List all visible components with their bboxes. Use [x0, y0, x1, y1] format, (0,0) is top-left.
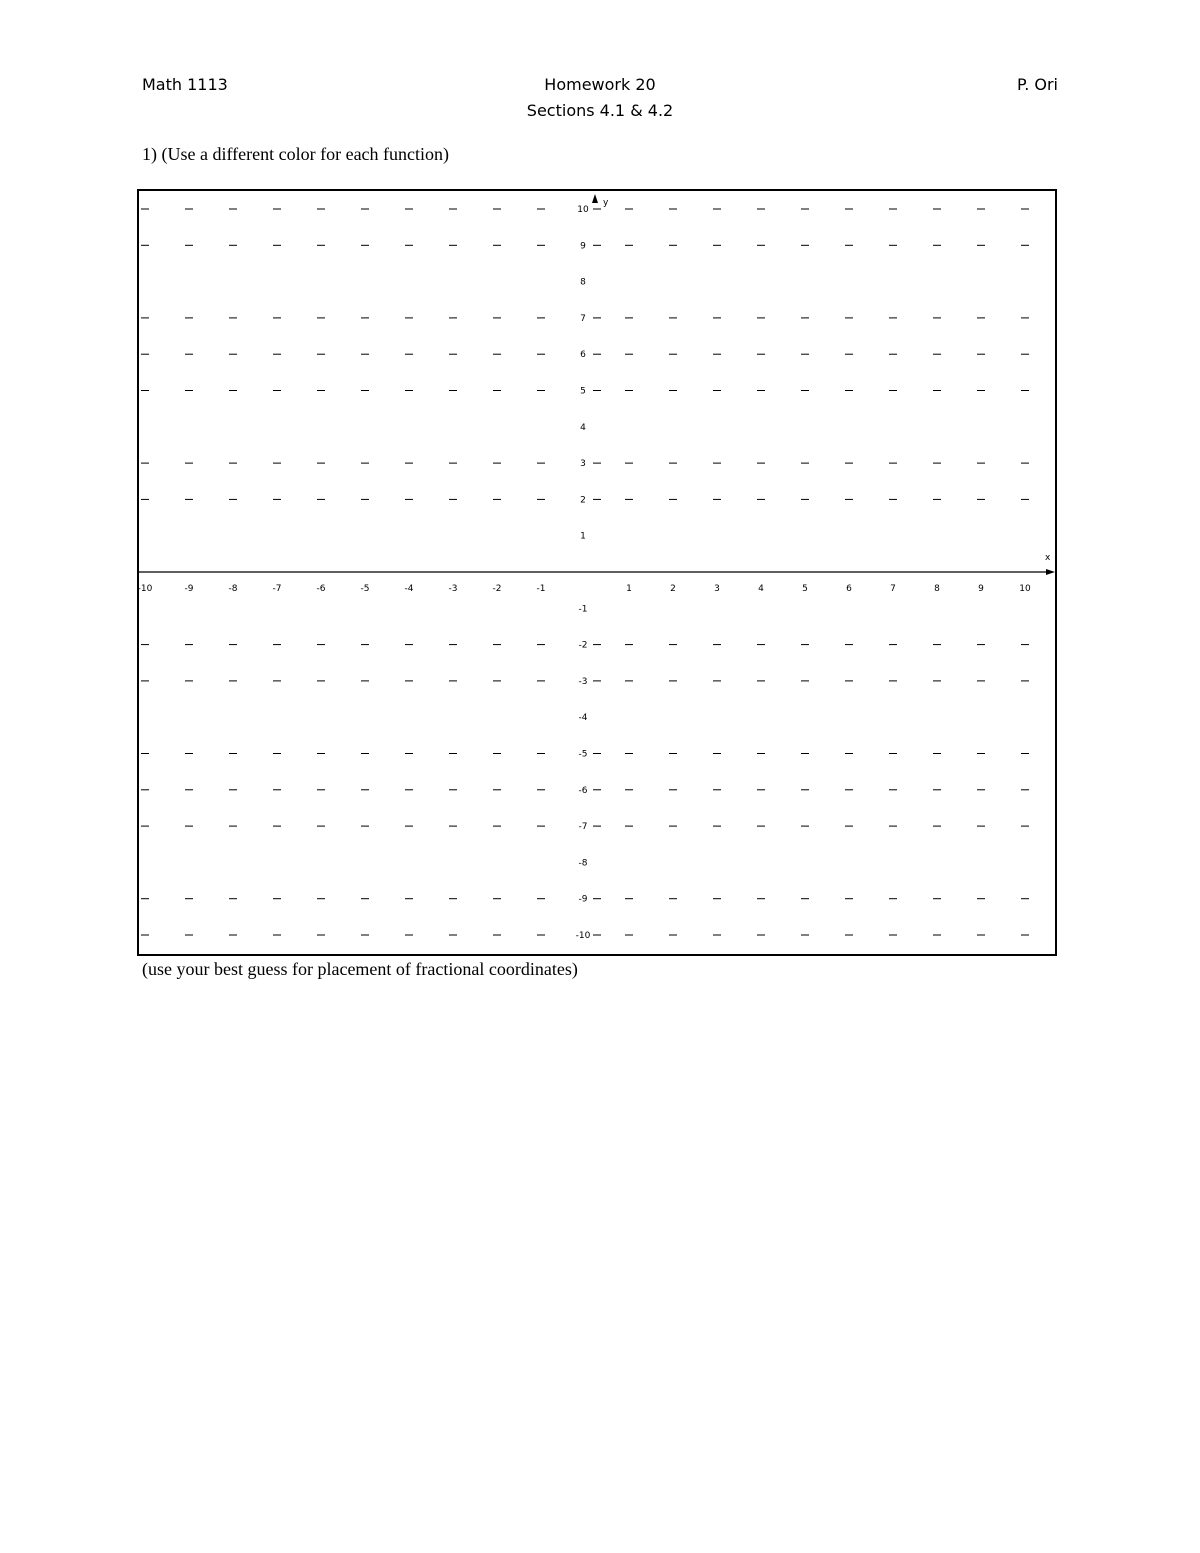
coordinate-grid	[137, 189, 1057, 956]
x-tick-label: -10	[137, 584, 153, 594]
y-tick-label: 1	[580, 531, 586, 542]
y-tick-label: -5	[578, 749, 588, 760]
y-tick-label: -1	[578, 604, 588, 615]
y-tick-label: 7	[580, 313, 586, 324]
x-tick-label: -2	[492, 584, 502, 594]
x-tick-label: 8	[934, 584, 940, 594]
x-tick-label: 2	[670, 584, 676, 594]
course-name: Math 1113	[142, 75, 228, 94]
y-tick-label: -4	[578, 713, 588, 724]
footnote-instructions: (use your best guess for placement of fractional coordinates)	[142, 959, 578, 979]
x-tick-label: -4	[404, 584, 414, 594]
y-tick-label: -8	[578, 858, 588, 869]
y-tick-label: -6	[578, 785, 588, 796]
x-tick-label: 9	[978, 584, 984, 594]
y-tick-label: -9	[578, 894, 588, 905]
sections-subtitle: Sections 4.1 & 4.2	[526, 101, 674, 120]
y-tick-label: 6	[580, 350, 586, 361]
y-axis-arrowhead	[592, 194, 598, 203]
y-tick-labels	[576, 205, 601, 941]
y-tick-label: 8	[580, 277, 586, 288]
x-tick-label: -7	[272, 584, 282, 594]
x-tick-label: 10	[1019, 584, 1031, 594]
y-axis-label: y	[603, 198, 609, 208]
homework-title: Homework 20	[544, 75, 656, 94]
x-tick-label: -9	[184, 584, 194, 594]
x-tick-label: -6	[316, 584, 326, 594]
y-tick-label: -3	[578, 676, 588, 687]
x-tick-label: 5	[802, 584, 808, 594]
x-tick-label: 6	[846, 584, 852, 594]
x-tick-label: -1	[536, 584, 546, 594]
y-tick-label: -7	[578, 822, 588, 833]
question-1-instructions: 1) (Use a different color for each function)	[142, 144, 450, 164]
x-tick-label: 4	[758, 584, 764, 594]
x-axis-label: x	[1045, 553, 1051, 563]
x-axis-arrowhead	[1046, 569, 1055, 575]
y-tick-label: 4	[580, 422, 586, 433]
y-tick-label: 9	[580, 241, 586, 252]
x-tick-label: 1	[626, 584, 632, 594]
x-tick-label: -5	[360, 584, 370, 594]
x-tick-label: 3	[714, 584, 720, 594]
y-tick-label: -2	[578, 640, 588, 651]
x-tick-label: -3	[448, 584, 458, 594]
y-tick-label: 5	[580, 386, 586, 397]
x-tick-labels	[138, 584, 1031, 594]
y-tick-label: 10	[577, 205, 589, 215]
author-name: P. Ori	[1017, 75, 1058, 94]
y-tick-label: 3	[580, 459, 586, 470]
y-tick-label: -10	[575, 931, 591, 941]
y-tick-label: 2	[580, 495, 586, 506]
x-tick-label: 7	[890, 584, 896, 594]
x-tick-label: -8	[228, 584, 238, 594]
